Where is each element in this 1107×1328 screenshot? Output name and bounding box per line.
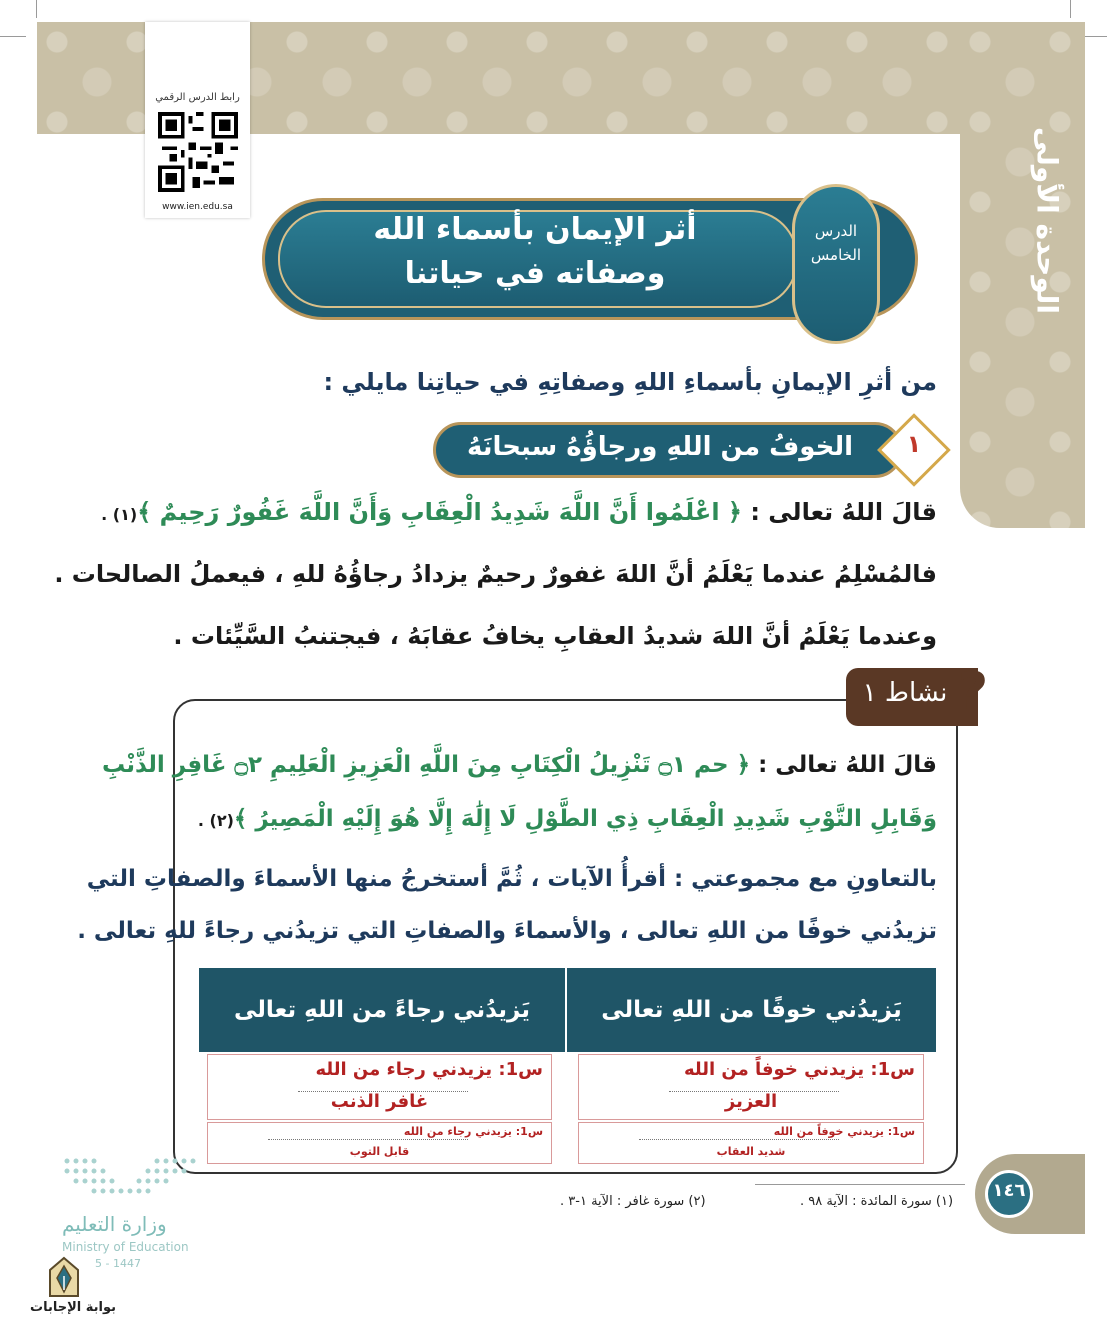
ministry-logo-icon	[62, 1156, 197, 1200]
activity-instruction: تزيدُني خوفًا من اللهِ تعالى ، والأسماءَ والصفاتِ التي تزيدُني رجاءً للهِ تعالى .	[77, 918, 937, 944]
ministry-name-en: Ministry of Education	[62, 1240, 189, 1254]
question-mark-icon: ?	[958, 662, 989, 722]
page-number: ١٤٦	[992, 1180, 1026, 1201]
footnote-2: (٢) سورة غافر : الآية ١-٣ .	[560, 1194, 706, 1209]
ministry-name-ar: وزارة التعليم	[62, 1212, 167, 1236]
table-header-fear: يَزيدُني خوفًا من اللهِ تعالى	[567, 968, 936, 1052]
footnote-1: (١) سورة المائدة : الآية ٩٨ .	[800, 1194, 954, 1209]
verse-paragraph	[101, 498, 937, 526]
intro-text: من أثرِ الإيمانِ بأسماءِ اللهِ وصفاتِهِ في حياتِنا مايلي :	[323, 368, 937, 396]
answer-cell[interactable]	[578, 1054, 924, 1120]
crop-mark	[1070, 0, 1071, 18]
lesson-badge-label: الدرس	[814, 222, 858, 240]
answer-question: س1: يزيدني خوفاً من الله	[683, 1059, 915, 1080]
quran-verse: ﴿ اعْلَمُوا أَنَّ اللَّهَ شَدِيدُ الْعِقَابِ وَأَنَّ اللَّهَ غَفُورٌ رَحِيمٌ ﴾	[137, 498, 742, 526]
answer-text: غافر الذنب	[330, 1091, 429, 1112]
answer-question: س1: يزيدني خوفاً من الله	[773, 1125, 915, 1138]
answer-text: شديد العقاب	[716, 1145, 786, 1158]
answer-question: س1: يزيدني رجاء من الله	[403, 1125, 543, 1138]
activity-instruction: بالتعاونِ مع مجموعتي : أقرأُ الآيات ، ثُمَّ أستخرجُ منها الأسماءَ والصفاتِ التي	[86, 866, 937, 892]
answer-dots	[268, 1139, 468, 1140]
body-paragraph: فالمُسْلِمُ عندما يَعْلَمُ أنَّ اللهَ غفورٌ رحيمٌ يزدادُ رجاؤُهُ للهِ ، فيعملُ الصالحات .	[54, 560, 937, 588]
section-heading: الخوفُ من اللهِ ورجاؤُهُ سبحانَهُ	[466, 432, 854, 462]
ministry-year: 5 - 1447	[95, 1257, 141, 1270]
quran-verse: ﴿ حم ۝١ تَنْزِيلُ الْكِتَابِ مِنَ اللَّهِ الْعَزِيزِ الْعَلِيمِ ۝٢ غَافِرِ الذَّنْبِ	[101, 752, 751, 778]
qr-label: رابط الدرس الرقمي	[155, 92, 240, 103]
verse-prefix: قالَ اللهُ تعالى :	[741, 498, 937, 526]
answer-dots	[639, 1139, 839, 1140]
lesson-title-line-1: أثر الإيمان بأسماء الله	[373, 212, 697, 247]
answer-cell[interactable]	[207, 1054, 552, 1120]
unit-title: الوحدة الأولى	[1030, 126, 1064, 314]
site-name[interactable]: بوابة الإجابات	[30, 1300, 116, 1315]
activity-verse-line-2	[198, 806, 937, 832]
quran-verse: وَقَابِلِ التَّوْبِ شَدِيدِ الْعِقَابِ ذِي الطَّوْلِ لَا إِلَٰهَ إِلَّا هُوَ إِلَيْهِ الْمَصِيرُ ﴾	[233, 806, 937, 832]
activity-verse-line-1	[102, 752, 937, 778]
lesson-number-badge	[792, 184, 880, 344]
qr-code-icon[interactable]	[158, 112, 238, 192]
body-paragraph: وعندما يَعْلَمُ أنَّ اللهَ شديدُ العقابِ يخافُ عقابَهُ ، فيجتنبُ السَّيِّئات .	[173, 622, 937, 650]
verse-prefix: قالَ اللهُ تعالى :	[750, 752, 937, 778]
answer-text: قابل التوب	[349, 1145, 410, 1158]
footnote-ref: (١) .	[101, 505, 138, 524]
crop-mark	[0, 36, 26, 37]
lesson-title-line-2: وصفاته في حياتنا	[404, 256, 666, 291]
answer-cell[interactable]	[207, 1122, 552, 1164]
footnotes-divider	[755, 1184, 965, 1185]
pen-nib-logo-icon	[44, 1256, 84, 1300]
qr-url[interactable]: www.ien.edu.sa	[162, 202, 233, 212]
activity-label: نشاط ١	[862, 678, 948, 708]
answer-cell[interactable]	[578, 1122, 924, 1164]
answer-question: س1: يزيدني رجاء من الله	[315, 1059, 543, 1080]
lesson-badge-number: الخامس	[810, 246, 862, 264]
crop-mark	[36, 0, 37, 18]
table-header-hope: يَزيدُني رجاءً من اللهِ تعالى	[199, 968, 565, 1052]
section-number: ١	[906, 430, 922, 458]
qr-card[interactable]	[145, 22, 250, 218]
answer-text: العزيز	[724, 1091, 778, 1112]
footnote-ref: (٢) .	[197, 811, 234, 830]
